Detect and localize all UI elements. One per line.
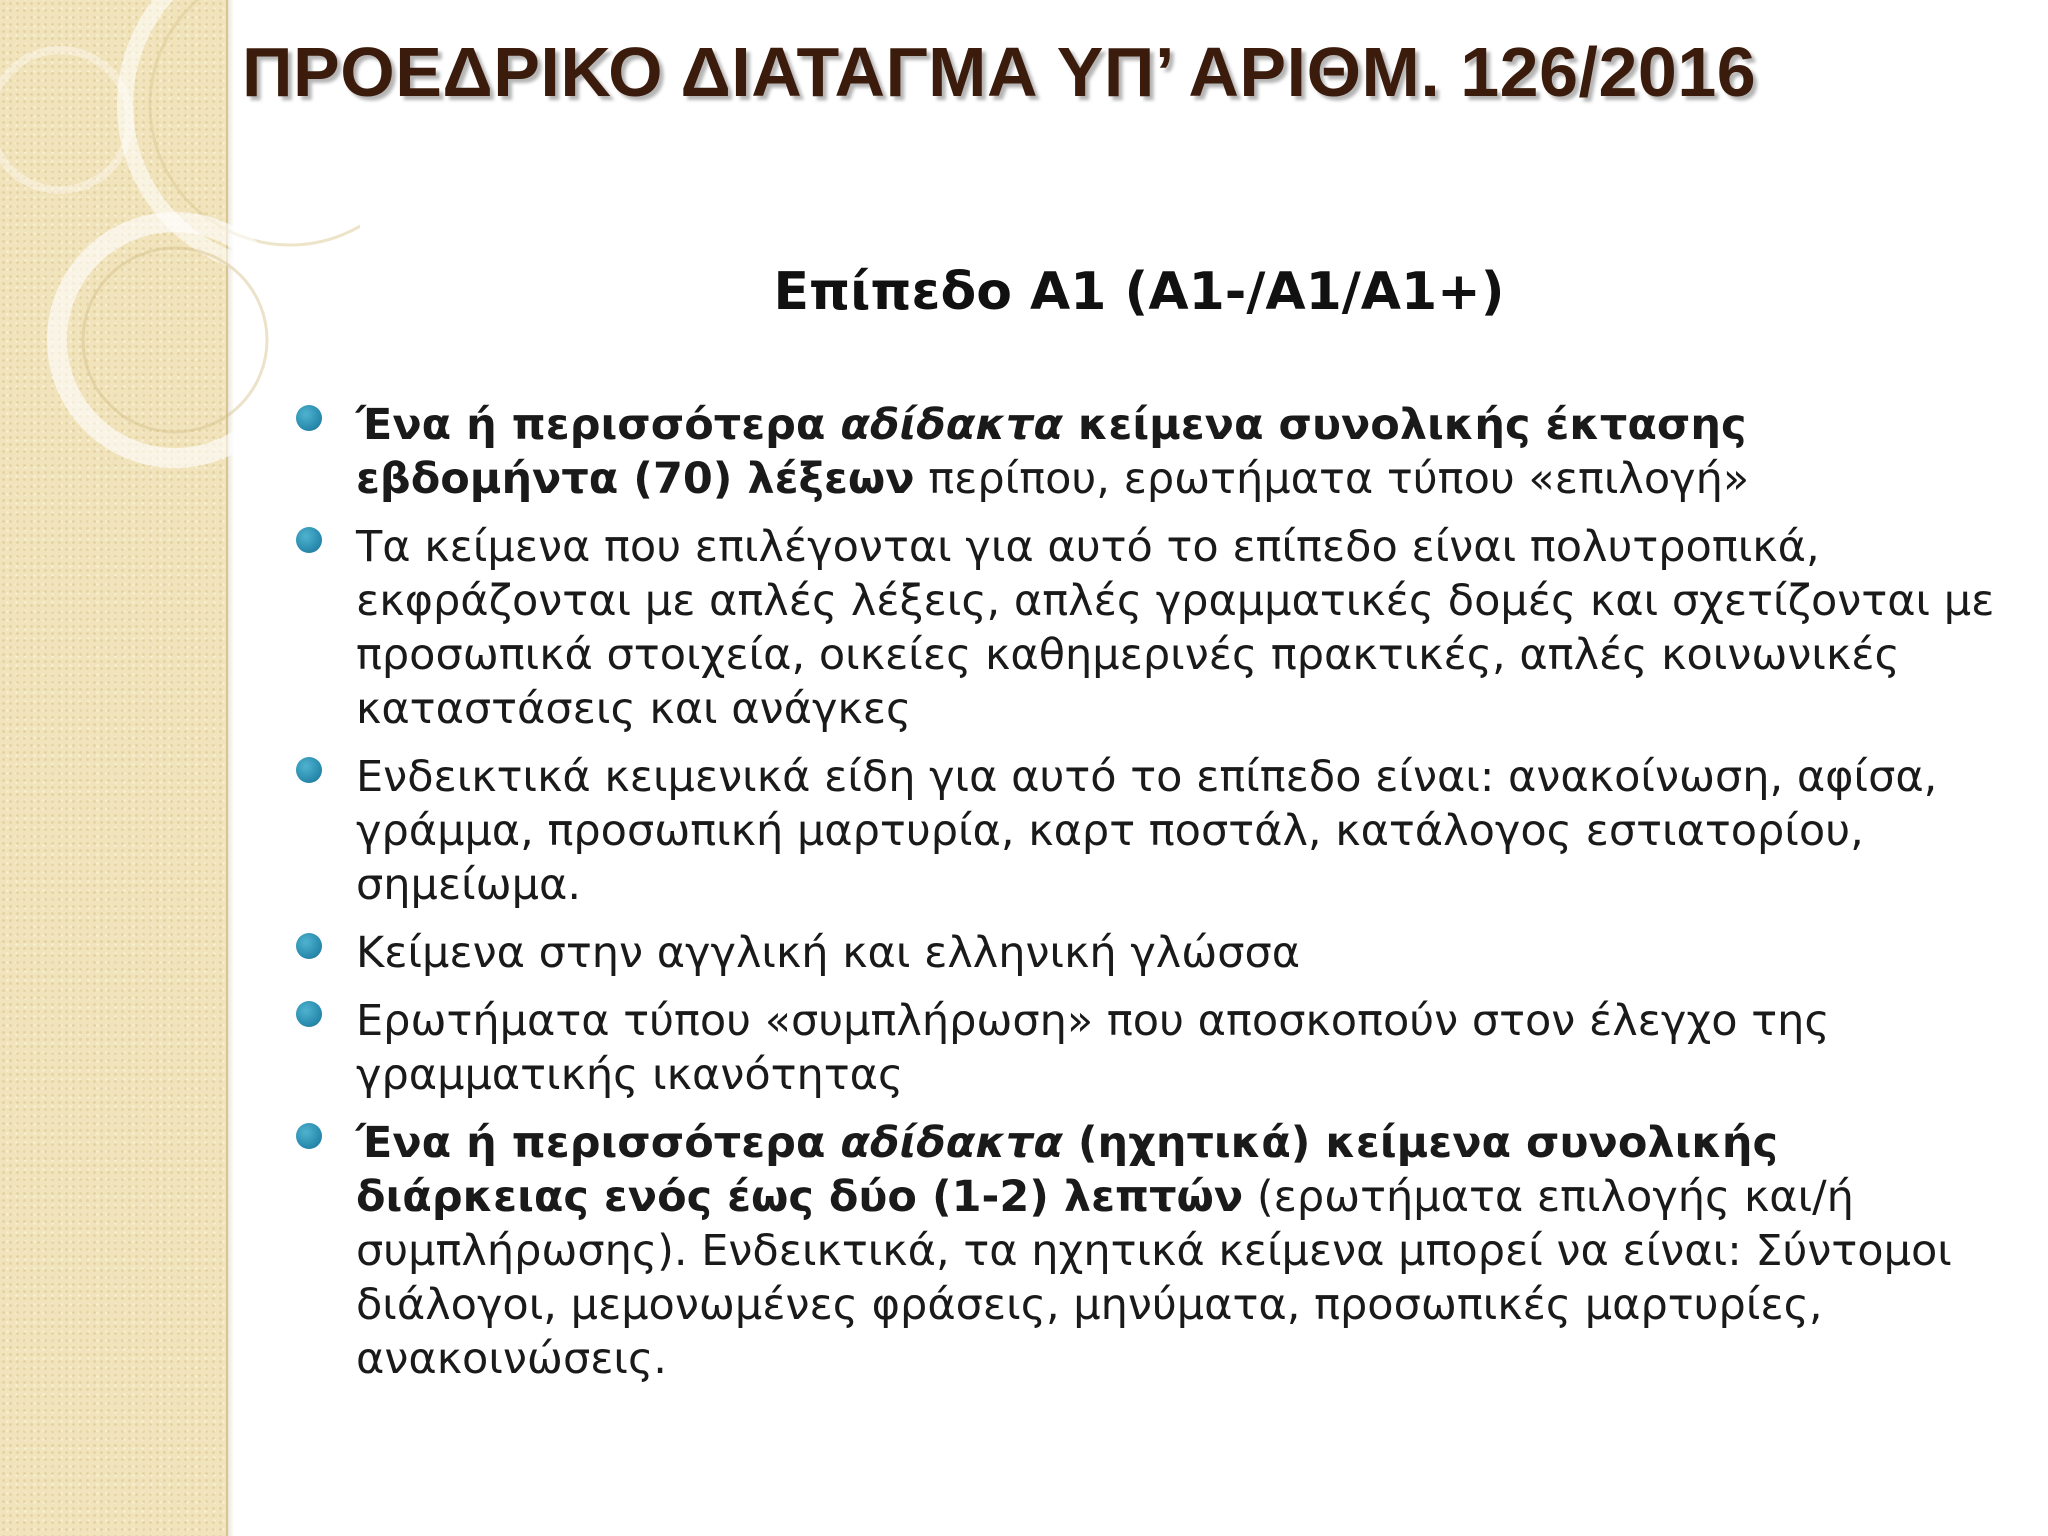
- bullet-item: [296, 1116, 1996, 1386]
- bullet-list: [296, 398, 1996, 1400]
- bullet-text-bold-italic: αδίδακτα: [840, 1118, 1063, 1168]
- bullet-text-bold: (ηχητικά) κείμενα συνολικής διάρκειας ενός έως δύο (1-2) λεπτών: [356, 1118, 1778, 1222]
- bullet-text: Τα κείμενα που επιλέγονται για αυτό το επίπεδο είναι πολυτροπικά, εκφράζονται με απλές λέξεις, απλές γραμματικές δομές και σχετίζονται με προσωπικά στοιχεία, οικείες καθημερινές πρακτικές, απλές κοινωνικές καταστάσεις και ανάγκες: [356, 522, 1995, 734]
- bullet-text-bold-italic: αδίδακτα: [840, 400, 1063, 450]
- bullet-dot-icon: [296, 933, 322, 959]
- bullet-text: Ενδεικτικά κειμενικά είδη για αυτό το επίπεδο είναι: ανακοίνωση, αφίσα, γράμμα, προσωπική μαρτυρία, καρτ ποστάλ, κατάλογος εστιατορίου, σημείωμα.: [356, 752, 1938, 910]
- bullet-item: [296, 994, 1996, 1102]
- bullet-item: [296, 750, 1996, 912]
- bullet-text-bold: κείμενα συνολικής έκτασης εβδομήντα (70) λέξεων: [356, 400, 1747, 504]
- slide-subtitle: Επίπεδο Α1 (Α1-/Α1/Α1+): [773, 262, 1505, 322]
- bullet-text-bold: Ένα ή περισσότερα: [356, 400, 841, 450]
- bullet-item: [296, 520, 1996, 736]
- bullet-text: (ερωτήματα επιλογής και/ή συμπλήρωσης). Ενδεικτικά, τα ηχητικά κείμενα μπορεί να είναι: Σύντομοι διάλογοι, μεμονωμένες φράσεις, μηνύματα, προσωπικές μαρτυρίες, ανακοινώσεις.: [356, 1172, 1952, 1384]
- bullet-text: περίπου, ερωτήματα τύπου «επιλογή»: [914, 454, 1750, 504]
- bullet-text: Κείμενα στην αγγλική και ελληνική γλώσσα: [356, 928, 1301, 978]
- bullet-dot-icon: [296, 1123, 322, 1149]
- bullet-dot-icon: [296, 757, 322, 783]
- bullet-item: [296, 926, 1996, 980]
- bullet-dot-icon: [296, 405, 322, 431]
- slide-title: ΠΡΟΕΔΡΙΚΟ ΔΙΑΤΑΓΜΑ ΥΠ’ ΑΡΙΘΜ. 126/2016: [242, 33, 1757, 111]
- bullet-dot-icon: [296, 1001, 322, 1027]
- bullet-dot-icon: [296, 527, 322, 553]
- bullet-text-bold: Ένα ή περισσότερα: [356, 1118, 841, 1168]
- bullet-item: [296, 398, 1996, 506]
- bullet-text: Ερωτήματα τύπου «συμπλήρωση» που αποσκοπούν στον έλεγχο της γραμματικής ικανότητας: [356, 996, 1830, 1100]
